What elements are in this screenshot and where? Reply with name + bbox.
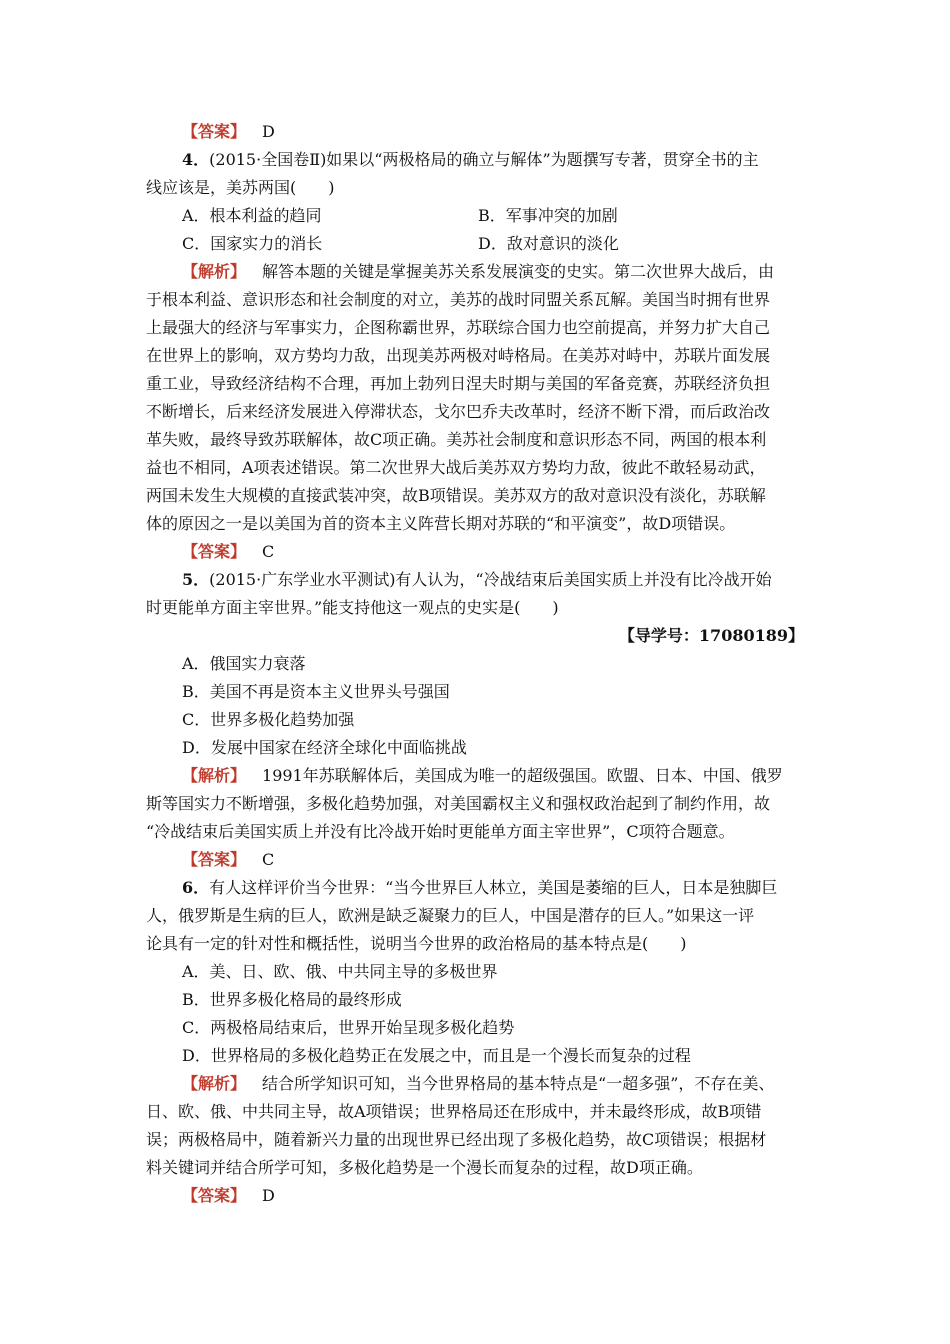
q4-analysis-line-5: 重工业，导致经济结构不合理，再加上勃列日涅夫时期与美国的军备竞赛，苏联经济负担: [146, 374, 771, 393]
q6-stem-line-3: 论具有一定的针对性和概括性，说明当今世界的政治格局的基本特点是( ): [146, 934, 687, 953]
guide-number: 【导学号：17080189】: [618, 626, 804, 645]
q5-answer-line: [182, 850, 274, 870]
q4-option-c: C．国家实力的消长: [182, 234, 323, 253]
q6-option-d: D．世界格局的多极化趋势正在发展之中，而且是一个漫长而复杂的过程: [182, 1046, 691, 1065]
q4-analysis-line-2: 于根本利益、意识形态和社会制度的对立，美苏的战时同盟关系瓦解。美国当时拥有世界: [146, 290, 771, 309]
answer-value: D: [262, 122, 275, 141]
analysis-text: 解答本题的关键是掌握美苏关系发展演变的史实。第二次世界大战后，由: [262, 262, 775, 281]
q6-option-a: A．美、日、欧、俄、中共同主导的多极世界: [182, 962, 498, 981]
q6-analysis-line-4: 料关键词并结合所学可知，多极化趋势是一个漫长而复杂的过程，故D项正确。: [146, 1158, 703, 1177]
q5-option-a: A．俄国实力衰落: [182, 654, 306, 673]
question-number: 4．: [182, 150, 210, 169]
q4-analysis-line-8: 益也不相同，A项表述错误。第二次世界大战后美苏双方势均力敌，彼此不敢轻易动武，: [146, 458, 766, 477]
question-stem: 有人这样评价当今世界：“当今世界巨人林立，美国是萎缩的巨人，日本是独脚巨: [209, 878, 778, 897]
q5-option-c: C．世界多极化趋势加强: [182, 710, 355, 729]
analysis-tag: 【解析】: [182, 262, 247, 281]
answer-tag: 【答案】: [182, 122, 247, 141]
q5-stem-line-1: [182, 570, 772, 590]
question-stem: (2015·广东学业水平测试)有人认为，“冷战结束后美国实质上并没有比冷战开始: [209, 570, 772, 589]
q4-analysis-line-9: 两国未发生大规模的直接武装冲突，故B项错误。美苏双方的敌对意识没有淡化，苏联解: [146, 486, 766, 505]
q6-option-b: B．世界多极化格局的最终形成: [182, 990, 402, 1009]
answer-tag: 【答案】: [182, 1186, 247, 1205]
q5-analysis-line-1: [182, 766, 783, 786]
analysis-tag: 【解析】: [182, 766, 247, 785]
q5-option-d: D．发展中国家在经济全球化中面临挑战: [182, 738, 467, 757]
q4-option-d: D．敌对意识的淡化: [478, 234, 619, 253]
q4-analysis-line-4: 在世界上的影响，双方势均力敌，出现美苏两极对峙格局。在美苏对峙中，苏联片面发展: [146, 346, 771, 365]
q4-stem-line-2: 线应该是，美苏两国( ): [146, 178, 335, 197]
q5-option-b: B．美国不再是资本主义世界头号强国: [182, 682, 450, 701]
answer-value: C: [262, 542, 275, 561]
q4-option-b: B．军事冲突的加剧: [478, 206, 618, 225]
q5-stem-line-2: 时更能单方面主宰世界。”能支持他这一观点的史实是( ): [146, 598, 559, 617]
q3-answer-line: [182, 122, 275, 142]
q6-stem-line-2: 人，俄罗斯是生病的巨人，欧洲是缺乏凝聚力的巨人，中国是潜存的巨人。”如果这一评: [146, 906, 755, 925]
q6-analysis-line-1: [182, 1074, 774, 1094]
q4-analysis-line-6: 不断增长，后来经济发展进入停滞状态，戈尔巴乔夫改革时，经济不断下滑，而后政治改: [146, 402, 771, 421]
q5-analysis-line-3: “冷战结束后美国实质上并没有比冷战开始时更能单方面主宰世界”，C项符合题意。: [146, 822, 735, 841]
answer-value: C: [262, 850, 275, 869]
q4-stem-line-1: [182, 150, 759, 170]
q6-analysis-line-2: 日、欧、俄、中共同主导，故A项错误；世界格局还在形成中，并未最终形成，故B项错: [146, 1102, 762, 1121]
q4-analysis-line-7: 革失败，最终导致苏联解体，故C项正确。美苏社会制度和意识形态不同，两国的根本利: [146, 430, 767, 449]
q4-option-a: A．根本利益的趋同: [182, 206, 322, 225]
q4-analysis-line-3: 上最强大的经济与军事实力，企图称霸世界，苏联综合国力也空前提高，并努力扩大自己: [146, 318, 771, 337]
answer-value: D: [262, 1186, 275, 1205]
q5-analysis-line-2: 斯等国实力不断增强，多极化趋势加强，对美国霸权主义和强权政治起到了制约作用，故: [146, 794, 771, 813]
q4-analysis-line-10: 体的原因之一是以美国为首的资本主义阵营长期对苏联的“和平演变”，故D项错误。: [146, 514, 736, 533]
question-number: 6．: [182, 878, 210, 897]
q4-answer-line: [182, 542, 274, 562]
answer-tag: 【答案】: [182, 850, 247, 869]
analysis-text: 结合所学知识可知，当今世界格局的基本特点是“一超多强”，不存在美、: [262, 1074, 775, 1093]
answer-tag: 【答案】: [182, 542, 247, 561]
q6-stem-line-1: [182, 878, 777, 898]
analysis-tag: 【解析】: [182, 1074, 247, 1093]
q6-option-c: C．两极格局结束后，世界开始呈现多极化趋势: [182, 1018, 515, 1037]
question-number: 5．: [182, 570, 210, 589]
q4-analysis-line-1: [182, 262, 774, 282]
q6-analysis-line-3: 误；两极格局中，随着新兴力量的出现世界已经出现了多极化趋势，故C项错误；根据材: [146, 1130, 767, 1149]
analysis-text: 1991年苏联解体后，美国成为唯一的超级强国。欧盟、日本、中国、俄罗: [262, 766, 783, 785]
q6-answer-line: [182, 1186, 275, 1206]
question-stem: (2015·全国卷Ⅱ)如果以“两极格局的确立与解体”为题撰写专著，贯穿全书的主: [209, 150, 759, 169]
